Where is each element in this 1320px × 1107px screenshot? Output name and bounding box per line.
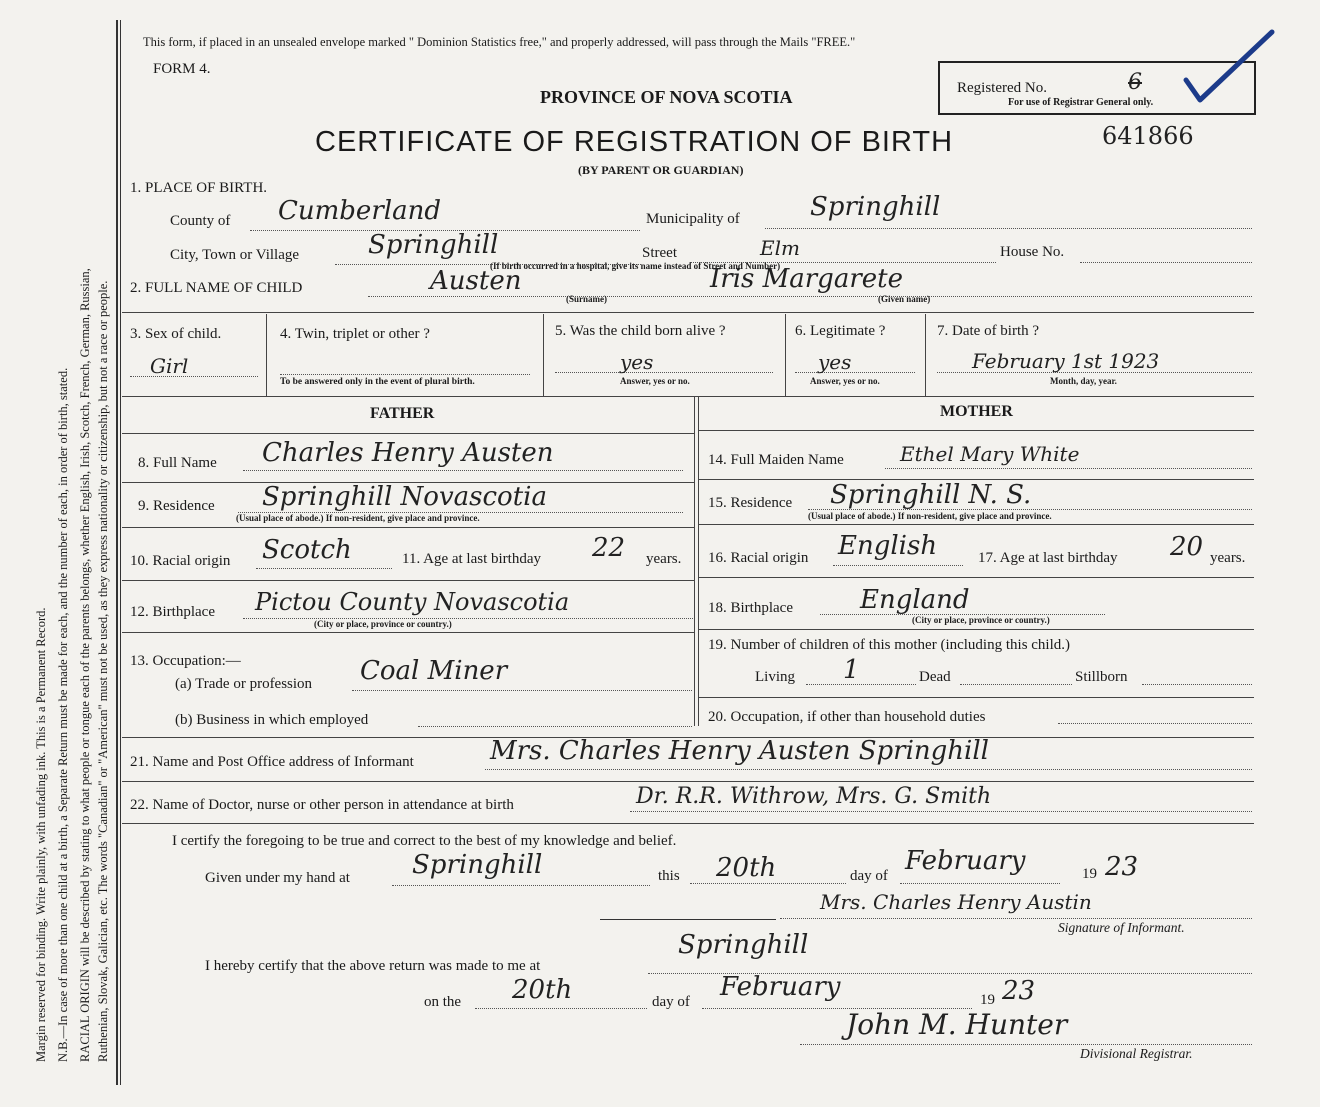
racial-origin-note-2: Ruthenian, Slovak, Galician, etc. The words "Canadian" or "American" must not be used, as they express nationality or citizenship, but not a race or people. xyxy=(96,280,110,1062)
mother-name-label: 14. Full Maiden Name xyxy=(708,452,844,468)
given-under-hand-label: Given under my hand at xyxy=(205,870,350,886)
given-month-value[interactable]: February xyxy=(905,846,1026,876)
father-birthplace-value[interactable]: Pictou County Novascotia xyxy=(255,588,570,616)
hospital-note: (If birth occurred in a hospital, give its name instead of Street and Number) xyxy=(490,261,781,271)
father-age-label: 11. Age at last birthday xyxy=(402,551,541,567)
dead-line xyxy=(960,684,1072,685)
municipality-line xyxy=(765,228,1252,229)
father-birthplace-line xyxy=(243,618,693,619)
registrar-signature-line xyxy=(800,1044,1252,1045)
rule-5b xyxy=(698,524,1254,525)
mother-residence-caption: (Usual place of abode.) If non-resident, give place and province. xyxy=(808,511,1052,521)
informant-value[interactable]: Mrs. Charles Henry Austen Springhill xyxy=(490,736,989,766)
trade-label: (a) Trade or profession xyxy=(175,676,313,692)
doctor-line xyxy=(630,811,1252,812)
dead-label: Dead xyxy=(919,669,951,685)
father-racial-line xyxy=(256,568,392,569)
father-occupation-label: 13. Occupation:— xyxy=(130,653,241,669)
given-place-line xyxy=(392,885,650,886)
surname-caption: (Surname) xyxy=(566,294,607,304)
business-label: (b) Business in which employed xyxy=(175,712,369,728)
father-mother-divider-2 xyxy=(698,396,699,726)
rule-7b xyxy=(698,629,1254,630)
registered-caption: For use of Registrar General only. xyxy=(1008,97,1154,108)
informant-line xyxy=(485,769,1252,770)
mother-birthplace-caption: (City or place, province or country.) xyxy=(912,615,1050,625)
registrar-month-value[interactable]: February xyxy=(720,972,841,1002)
mother-residence-value[interactable]: Springhill N. S. xyxy=(830,480,1032,510)
legitimate-line xyxy=(795,372,915,373)
given-day-of-label: day of xyxy=(850,868,888,884)
father-racial-label: 10. Racial origin xyxy=(130,553,231,569)
street-label: Street xyxy=(642,245,677,261)
registered-label: Registered No. xyxy=(957,80,1047,96)
mother-years-label: years. xyxy=(1210,550,1246,566)
informant-signature[interactable]: Mrs. Charles Henry Austin xyxy=(820,890,1092,914)
racial-origin-note-1: RACIAL ORIGIN will be described by stating to what people or tongue each of the parents belongs, whether English, Irish, Scotch, French, German, Russian, xyxy=(78,268,92,1062)
father-age-value[interactable]: 22 xyxy=(592,533,626,563)
mother-racial-label: 16. Racial origin xyxy=(708,550,809,566)
rule-6b xyxy=(698,577,1254,578)
form-number: FORM 4. xyxy=(153,61,211,77)
dob-label: 7. Date of birth ? xyxy=(937,323,1040,339)
child-given-name-value[interactable]: Iris Margarete xyxy=(710,264,903,294)
father-residence-label: 9. Residence xyxy=(138,498,215,514)
mother-name-line xyxy=(885,468,1252,469)
stillborn-label: Stillborn xyxy=(1075,669,1128,685)
rule-11 xyxy=(122,823,1254,824)
mail-note: This form, if placed in an unsealed envelope marked " Dominion Statistics free," and properly addressed, will pass through the Mails "FREE." xyxy=(143,35,856,49)
registrar-year-prefix: 19 xyxy=(980,992,995,1008)
dob-caption: Month, day, year. xyxy=(1050,376,1117,386)
dob-value[interactable]: February 1st 1923 xyxy=(972,349,1160,373)
sex-label: 3. Sex of child. xyxy=(130,326,222,342)
twin-label: 4. Twin, triplet or other ? xyxy=(280,326,430,342)
twin-line xyxy=(280,374,530,375)
place-heading: 1. PLACE OF BIRTH. xyxy=(130,180,268,196)
informant-signature-caption: Signature of Informant. xyxy=(1058,920,1185,935)
given-name-caption: (Given name) xyxy=(878,294,931,304)
father-mother-divider xyxy=(694,396,695,726)
legitimate-caption: Answer, yes or no. xyxy=(810,376,880,386)
children-count-label: 19. Number of children of this mother (including this child.) xyxy=(708,637,1071,653)
registrar-on-label: on the xyxy=(424,994,462,1010)
margin-note: Margin reserved for binding. Write plainly, with unfading ink. This is a Permanent Record. xyxy=(34,607,48,1062)
rule-2 xyxy=(122,396,1254,397)
sex-value[interactable]: Girl xyxy=(150,354,189,378)
living-label: Living xyxy=(755,669,795,685)
province-heading: PROVINCE OF NOVA SCOTIA xyxy=(540,87,793,107)
street-value[interactable]: Elm xyxy=(760,236,800,260)
living-value[interactable]: 1 xyxy=(843,655,860,685)
certificate-number: 641866 xyxy=(1102,122,1194,150)
informant-sign-line xyxy=(600,919,776,920)
registrar-day-of-label: day of xyxy=(652,994,690,1010)
mother-age-value[interactable]: 20 xyxy=(1170,532,1204,562)
registrar-signature[interactable]: John M. Hunter xyxy=(846,1008,1068,1041)
father-years-label: years. xyxy=(646,551,682,567)
rule-8b xyxy=(698,697,1254,698)
rule-3 xyxy=(122,433,694,434)
house-number-line xyxy=(1080,262,1252,263)
registrar-year-value[interactable]: 23 xyxy=(1002,976,1036,1006)
vdiv-2 xyxy=(543,314,544,396)
rule-7 xyxy=(122,632,694,633)
this-label: this xyxy=(658,868,680,884)
rule-10 xyxy=(122,781,1254,782)
registrar-day-line xyxy=(475,1008,647,1009)
born-alive-line xyxy=(555,372,773,373)
registrar-caption: Divisional Registrar. xyxy=(1080,1046,1193,1061)
check-mark-icon xyxy=(1180,28,1280,108)
given-month-line xyxy=(900,883,1060,884)
county-label: County of xyxy=(170,213,231,229)
given-day-line xyxy=(690,883,846,884)
mother-age-label: 17. Age at last birthday xyxy=(978,550,1118,566)
born-alive-caption: Answer, yes or no. xyxy=(620,376,690,386)
trade-value[interactable]: Coal Miner xyxy=(360,656,508,686)
mother-name-value[interactable]: Ethel Mary White xyxy=(900,442,1080,466)
mother-racial-value[interactable]: English xyxy=(838,531,938,561)
vdiv-1 xyxy=(266,314,267,396)
nb-note: N.B.—In case of more than one child at a birth, a Separate Return must be made for each, and the number of each, in order of birth, stated. xyxy=(56,367,70,1062)
vdiv-3 xyxy=(785,314,786,396)
twin-note: To be answered only in the event of plural birth. xyxy=(280,377,475,387)
father-name-value[interactable]: Charles Henry Austen xyxy=(262,438,554,468)
child-surname-value[interactable]: Austen xyxy=(430,266,522,296)
registered-number: 6 xyxy=(1128,70,1142,95)
rule-1 xyxy=(122,312,1254,313)
mother-birthplace-label: 18. Birthplace xyxy=(708,600,793,616)
given-place-value[interactable]: Springhill xyxy=(412,850,543,880)
father-racial-value[interactable]: Scotch xyxy=(262,535,352,565)
binding-margin-rule xyxy=(116,20,118,1085)
living-line xyxy=(806,684,916,685)
child-name-line xyxy=(368,296,1252,297)
mother-birthplace-value[interactable]: England xyxy=(860,585,970,615)
doctor-label: 22. Name of Doctor, nurse or other person in attendance at birth xyxy=(130,797,514,813)
child-name-label: 2. FULL NAME OF CHILD xyxy=(130,280,303,296)
vdiv-4 xyxy=(925,314,926,396)
certificate-subtitle: (BY PARENT OR GUARDIAN) xyxy=(578,163,744,177)
stillborn-line xyxy=(1142,684,1252,685)
municipality-label: Municipality of xyxy=(646,211,740,227)
given-year-prefix: 19 xyxy=(1082,866,1097,882)
father-name-label: 8. Full Name xyxy=(138,455,217,471)
given-year-value[interactable]: 23 xyxy=(1105,852,1139,882)
father-name-line xyxy=(243,470,683,471)
father-birthplace-label: 12. Birthplace xyxy=(130,604,215,620)
county-value[interactable]: Cumberland xyxy=(278,196,441,226)
rule-5 xyxy=(122,527,694,528)
informant-signature-line xyxy=(780,918,1252,919)
certify-statement: I certify the foregoing to be true and correct to the best of my knowledge and belief. xyxy=(172,833,677,849)
business-line xyxy=(418,726,692,727)
house-number-label: House No. xyxy=(1000,244,1065,260)
mother-heading: MOTHER xyxy=(940,403,1013,420)
rule-3b xyxy=(698,430,1254,431)
registrar-statement: I hereby certify that the above return was made to me at xyxy=(205,958,541,974)
given-day-value[interactable]: 20th xyxy=(716,853,777,883)
mother-occupation-line xyxy=(1058,723,1252,724)
city-label: City, Town or Village xyxy=(170,247,300,263)
mother-racial-line xyxy=(833,565,963,566)
mother-residence-label: 15. Residence xyxy=(708,495,793,511)
mother-occupation-label: 20. Occupation, if other than household duties xyxy=(708,709,986,725)
doctor-value[interactable]: Dr. R.R. Withrow, Mrs. G. Smith xyxy=(636,784,992,809)
city-value[interactable]: Springhill xyxy=(368,230,499,260)
certificate-title: CERTIFICATE OF REGISTRATION OF BIRTH xyxy=(315,126,954,158)
father-residence-value[interactable]: Springhill Novascotia xyxy=(262,482,547,512)
registrar-place-value[interactable]: Springhill xyxy=(678,930,809,960)
rule-6 xyxy=(122,580,694,581)
born-alive-value[interactable]: yes xyxy=(620,350,654,374)
born-alive-label: 5. Was the child born alive ? xyxy=(555,323,726,339)
father-residence-caption: (Usual place of abode.) If non-resident, give place and province. xyxy=(236,513,480,523)
father-heading: FATHER xyxy=(370,405,435,422)
registrar-day-value[interactable]: 20th xyxy=(512,975,573,1005)
legitimate-label: 6. Legitimate ? xyxy=(795,323,886,339)
binding-margin-rule-2 xyxy=(120,20,121,1085)
informant-label: 21. Name and Post Office address of Informant xyxy=(130,754,414,770)
father-birthplace-caption: (City or place, province or country.) xyxy=(314,619,452,629)
municipality-value[interactable]: Springhill xyxy=(810,192,941,222)
legitimate-value[interactable]: yes xyxy=(818,350,852,374)
trade-line xyxy=(352,690,692,691)
